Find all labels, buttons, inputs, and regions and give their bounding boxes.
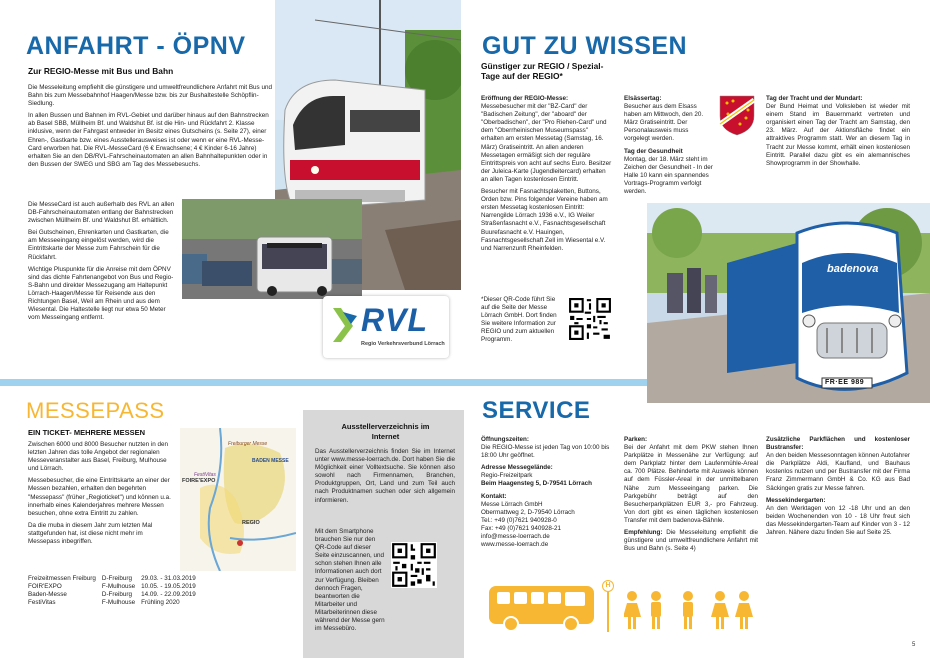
kontakt-email-link[interactable]: info@messe-loerrach.de [481, 533, 550, 541]
children-icons [624, 590, 764, 632]
child-girl-icon [711, 591, 729, 629]
kinder-head: Messekindergarten: [766, 496, 826, 504]
adr-line-bold: Beim Haagensteg 5, D-79541 Lörrach [481, 480, 592, 488]
tracht-head: Tag der Tracht und der Mundart: [766, 95, 863, 102]
table-row [28, 583, 202, 591]
empf-text: Die Messeleitung empfiehlt die günstigere und umweltfreundlichere Anfahrt mit Bus und Bahn (s. Seite 4) [624, 529, 758, 553]
zusatz-text: An den beiden Messesonntagen können Autofahrer die Parkplätze Aldi, Kaufland, und Bauhaus kostenlos nutzen und per Bustransfer mit der Firma Franz Zimmermann GmbH & Co. KG aus Bad Säckingen gratis zur Messe fahren. [766, 452, 910, 492]
table-row [28, 575, 202, 583]
child-girl-icon [735, 591, 753, 629]
map-label: Freiburger Messe [228, 441, 268, 447]
eroeffnung-text: Messebesucher mit der "BZ-Card" der "Badischen Zeitung", der "aboard" der "Oberbadischen", der "Pro Riehen-Card" und dem "Oberrheinischen Museumspass" erhalten am ersten Messetag (Samstag, 16. März) Gratiseintritt. An allen anderen Messetagen ermäßigt sich der reguläre Eintrittspreis von acht auf sechs Euro. Besitzer der Juleica-Karte (Jugendleitercard) erhalten an allen Tagen kostenlosen Eintritt. [481, 103, 612, 183]
rvl-logo [323, 296, 449, 358]
alsace-coat-of-arms-icon [718, 94, 756, 136]
child-boy-icon [683, 591, 693, 629]
map-label: FOIRE'EXPO [182, 478, 216, 484]
table-cell: 14.09. - 22.09.2019 [141, 591, 196, 598]
kontakt-line: Fax: +49 (0)7621 940928-21 [481, 524, 561, 532]
gut-qr-code[interactable] [568, 297, 612, 341]
aussteller-title: Ausstellerverzeichnis im Internet [341, 422, 430, 441]
table-cell: Freizeitmessen Freiburg [28, 575, 96, 582]
map-label: REGIO [242, 520, 260, 526]
table-cell: Baden-Messe [28, 591, 67, 598]
anfahrt-title: ANFAHRT - ÖPNV [26, 32, 246, 60]
rvl-logo-text: RVL [361, 302, 428, 338]
elsass-text: Besucher aus dem Elsass haben am Mittwoch, den 20. März Gratiseintritt. Der Personalausweis muss vorgelegt werden. [624, 103, 704, 143]
table-row [28, 599, 202, 607]
service-title: SERVICE [482, 397, 591, 424]
gesund-head: Tag der Gesundheit [624, 147, 683, 155]
qr-note: *Dieser QR-Code führt Sie auf die Seite der Messe Lörrach GmbH. Dort finden Sie weitere Information zur REGIO und zum aktuellen Programm. [481, 296, 557, 344]
kontakt-head: Kontakt: [481, 492, 507, 500]
map-label: FestiVitas [194, 472, 216, 478]
messepass-map [180, 428, 296, 571]
aussteller-box [303, 410, 464, 658]
qr-code-icon [391, 542, 437, 588]
park-text: Bei der Anfahrt mit dem PKW stehen Ihnen Parkplätze in Messenähe zur Verfügung: auf dem Parkplatz hinter dem Laufenmühle-Areal ca. 700 Plätze. Behinderte mit Ausweis können auf dem Füssler-Areal in der unmittelbaren Nähe zum Messeeingang parken. Die Parkgebühr beträgt auf den Besucherparkplätzen EUR 3,- pro Fahrzeug. Von dort gibt es einen täglichen kostenlosen Transfer mit dem badenova-Bähnle. [624, 444, 758, 524]
service-col-1 [481, 436, 617, 553]
anfahrt-paragraph: Bei Gutscheinen, Ehrenkarten und Gastkarten, die am Messeeingang eingelöst werden, wird die Eintrittskarte der Messe zum Fahrschein für die Rückfahrt. [28, 229, 169, 261]
elsass-block [624, 95, 714, 200]
bus-stop-sign-letter: H [602, 580, 614, 592]
gut-subtitle: Günstiger zur REGIO / Spezial-Tage auf der REGIO* [481, 61, 604, 81]
oeff-head: Öffnungszeiten: [481, 436, 529, 443]
anfahrt-paragraph: Die MesseCard ist auch außerhalb des RVL an allen DB-Fahrscheinautomaten entlang der Bahnstrecken zwischen Müllheim Bf. und Waldshut Bf. erhältlich. [28, 201, 175, 225]
rvl-tagline: Regio Verkehrsverbund Lörrach [361, 341, 445, 347]
messepass-paragraph: Messebesucher, die eine Eintrittskarte an einer der Messen bezahlen, erhalten den begehrten "Messepass" (früher „Regioticket") und können u.a. innerhalb eines Kalenderjahres mehrere Messen besuchen, ohne extra Eintritt zu zahlen. [28, 477, 171, 517]
anfahrt-paragraph: Wichtige Pluspunkte für die Anreise mit dem ÖPNV sind das dichte Fahrtenangebot von Bus und Regio-S-Bahn und direkter Messezugang am Haltepunkt Lörrach-Haagen/Messe für Reisende aus den Richtungen Basel, Weil am Rhein und aus dem Wiesental. Die Haltestelle liegt nur etwa 50 Meter vom Messeingang entfernt. [28, 265, 174, 322]
service-col-3 [766, 436, 910, 541]
messepass-paragraph: Da die muba in diesem Jahr zum letzten Mal stattgefunden hat, ist diese nicht mehr im Messepass inbegriffen. [28, 521, 153, 546]
rvl-mark-icon [329, 306, 359, 344]
bus-stop-sign-icon [602, 580, 614, 632]
page-number: 5 [912, 642, 916, 648]
oeff-text: Die REGIO-Messe ist jeden Tag von 10:00 bis 18:00 Uhr geöffnet. [481, 444, 610, 460]
messepass-subtitle: EIN TICKET- MEHRERE MESSEN [28, 428, 146, 437]
child-boy-icon [651, 591, 661, 629]
table-cell: F-Mulhouse [101, 599, 136, 606]
map-label: BADEN MESSE [252, 458, 289, 464]
anfahrt-body-bottom [28, 201, 178, 326]
adr-head: Adresse Messegelände: [481, 464, 553, 472]
table-cell: Frühling 2020 [141, 599, 180, 606]
bus-photo [182, 199, 362, 299]
bahnle-plate: FR·EE 989 [825, 379, 865, 386]
zusatz-head: Zusätzliche Parkflächen und kostenloser Bustransfer: [766, 436, 910, 452]
bahnle-photo [647, 203, 930, 403]
kontakt-website-link[interactable]: www.messe-loerrach.de [481, 541, 549, 549]
bus-icon [489, 584, 594, 632]
kontakt-line: Messe Lörrach GmbH [481, 500, 543, 508]
gut-title: GUT ZU WISSEN [482, 32, 688, 60]
anfahrt-paragraph: In allen Bussen und Bahnen im RVL-Gebiet und darüber hinaus auf den Bahnstrecken ab Basel SBB, Müllheim Bf. und Waldshut Bf. ist die Hin- und Rückfahrt 2. Klasse inklusive, wenn der Fahrgast entweder im Besitz eines Gutscheins (s. Seite 27), einer Ehren-, Gastkarte bzw. eines Ausstellerausweises ist oder wenn er eine RVL-Messe-Card erworben hat. Die RVL-MesseCard (6 € Erwachsene; 4 € Kinder 6-16 Jahre) erhalten Sie an den DB/RVL-Fahrscheinautomaten an allen Bahnhaltepunkten oder in den Bussen der SWEG und SBG am Tag des Messebesuchs. [28, 112, 269, 168]
table-row [28, 591, 202, 599]
bahnle-sign: badenova-Bähnle [818, 227, 895, 249]
eroeffnung-head: Eröffnung der REGIO-Messe: [481, 95, 569, 102]
tracht-block [766, 95, 910, 172]
kontakt-line: Obermattweg 2, D-79540 Lörrach [481, 508, 575, 516]
eroeffnung-block [481, 95, 612, 257]
aussteller-qr-code[interactable] [391, 542, 437, 588]
anfahrt-body-top [28, 84, 274, 173]
table-cell: FOIR'EXPO [28, 583, 62, 590]
messepass-table [28, 575, 202, 607]
bahnle-sign-brand: badenova [827, 263, 879, 275]
table-cell: 29.03. - 31.03.2019 [141, 575, 196, 582]
gesund-text: Montag, der 18. März steht im Zeichen der Gesundheit - In der Halle 10 kann ein spannendes Vortrags-Programm verfolgt werden. [624, 155, 713, 196]
kinder-text: An den Werktagen von 12 -18 Uhr und an den beiden Wochenenden von 10 - 18 Uhr freut sich das Messekindergarten-Team auf Kinder von 3 - 12 Jahren. Nähere dazu finden Sie auf Seite 25. [766, 504, 910, 537]
park-head: Parken: [624, 436, 648, 443]
child-girl-icon [624, 591, 641, 629]
anfahrt-subtitle: Zur REGIO-Messe mit Bus und Bahn [28, 66, 174, 76]
table-cell: FestiVitas [28, 599, 56, 606]
elsass-head: Elsässertag: [624, 95, 662, 102]
tracht-text: Der Bund Heimat und Volksleben ist wieder mit einem Stand im Bauernmarkt vertreten und organisiert einen Tag der Tracht am Samstag, den 23. März. Auf der Aktionsfläche findet ein attraktives Programm statt. Wer an diesem Tag in Tracht zur Messe kommt, erhält einen kostenlosen Eintritt. Parallel dazu gibt es ein alemannisches Showprogramm in der Showhalle. [766, 103, 910, 167]
service-col-2 [624, 436, 758, 557]
adr-line: Regio-Freizeitpark [481, 472, 533, 480]
empf-head: Empfehlung: [624, 529, 663, 537]
messepass-title: MESSEPASS [26, 398, 165, 423]
table-cell: F-Mulhouse [101, 583, 136, 590]
table-cell: D-Freiburg [101, 575, 132, 582]
fasnacht-text: Besucher mit Fasnachtsplaketten, Buttons, Orden bzw. Pins folgender Vereine haben am ersten Messetag kostenlosen Eintritt: Narrengilde Lörrach 1936 e.V., IG Weiler Straßenfasnacht e.V., Fasnachtsgesellschaft Buurefasnacht e.V. Hauingen, Fasnachtsgesellschaft Zell im Wiesental e.V. und Narrenzunft Rheinfelden. [481, 188, 608, 252]
table-cell: 10.05. - 19.05.2019 [141, 583, 196, 590]
messepass-body [28, 441, 174, 550]
kontakt-line: Tel.: +49 (0)7621 940928-0 [481, 516, 557, 524]
aussteller-p2: Mit dem Smartphone brauchen Sie nur den QR-Code auf dieser Seite einzuscannen, und schon stehen Ihnen alle Informationen auch dort zur Verfügung. Bleiben dennoch Fragen, beantworten die Mitarbeiter und Mitarbeiterinnen diese während der Messe gern im Messebüro. [315, 528, 385, 633]
aussteller-p1: Das Ausstellerverzeichnis finden Sie im Internet unter www.messe-loerrach.de. Dort haben Sie die Möglichkeit einer Volltextsuche. Sie können also sowohl nach Firmennamen, Branchen, Produktgruppen, Ort, Land und zum Teil auch nach Produktnamen suchen oder sich allgemein informieren. [315, 448, 455, 504]
qr-code-icon [568, 297, 612, 341]
messepass-paragraph: Zwischen 6000 und 8000 Besucher nutzten in den letzten Jahren das tolle Angebot der regionalen Messeveranstalter aus Basel, Freiburg, Mulhouse und Lörrach. [28, 441, 169, 473]
table-cell: D-Freiburg [101, 591, 132, 598]
anfahrt-paragraph: Die Messeleitung empfiehlt die günstigere und umweltfreundlichere Anfahrt mit Bus und Bahn bis zum Messebahnhof Haagen/Messe bzw. bis zur Bushaltestelle Schöpflin-Siedlung. [28, 84, 272, 108]
